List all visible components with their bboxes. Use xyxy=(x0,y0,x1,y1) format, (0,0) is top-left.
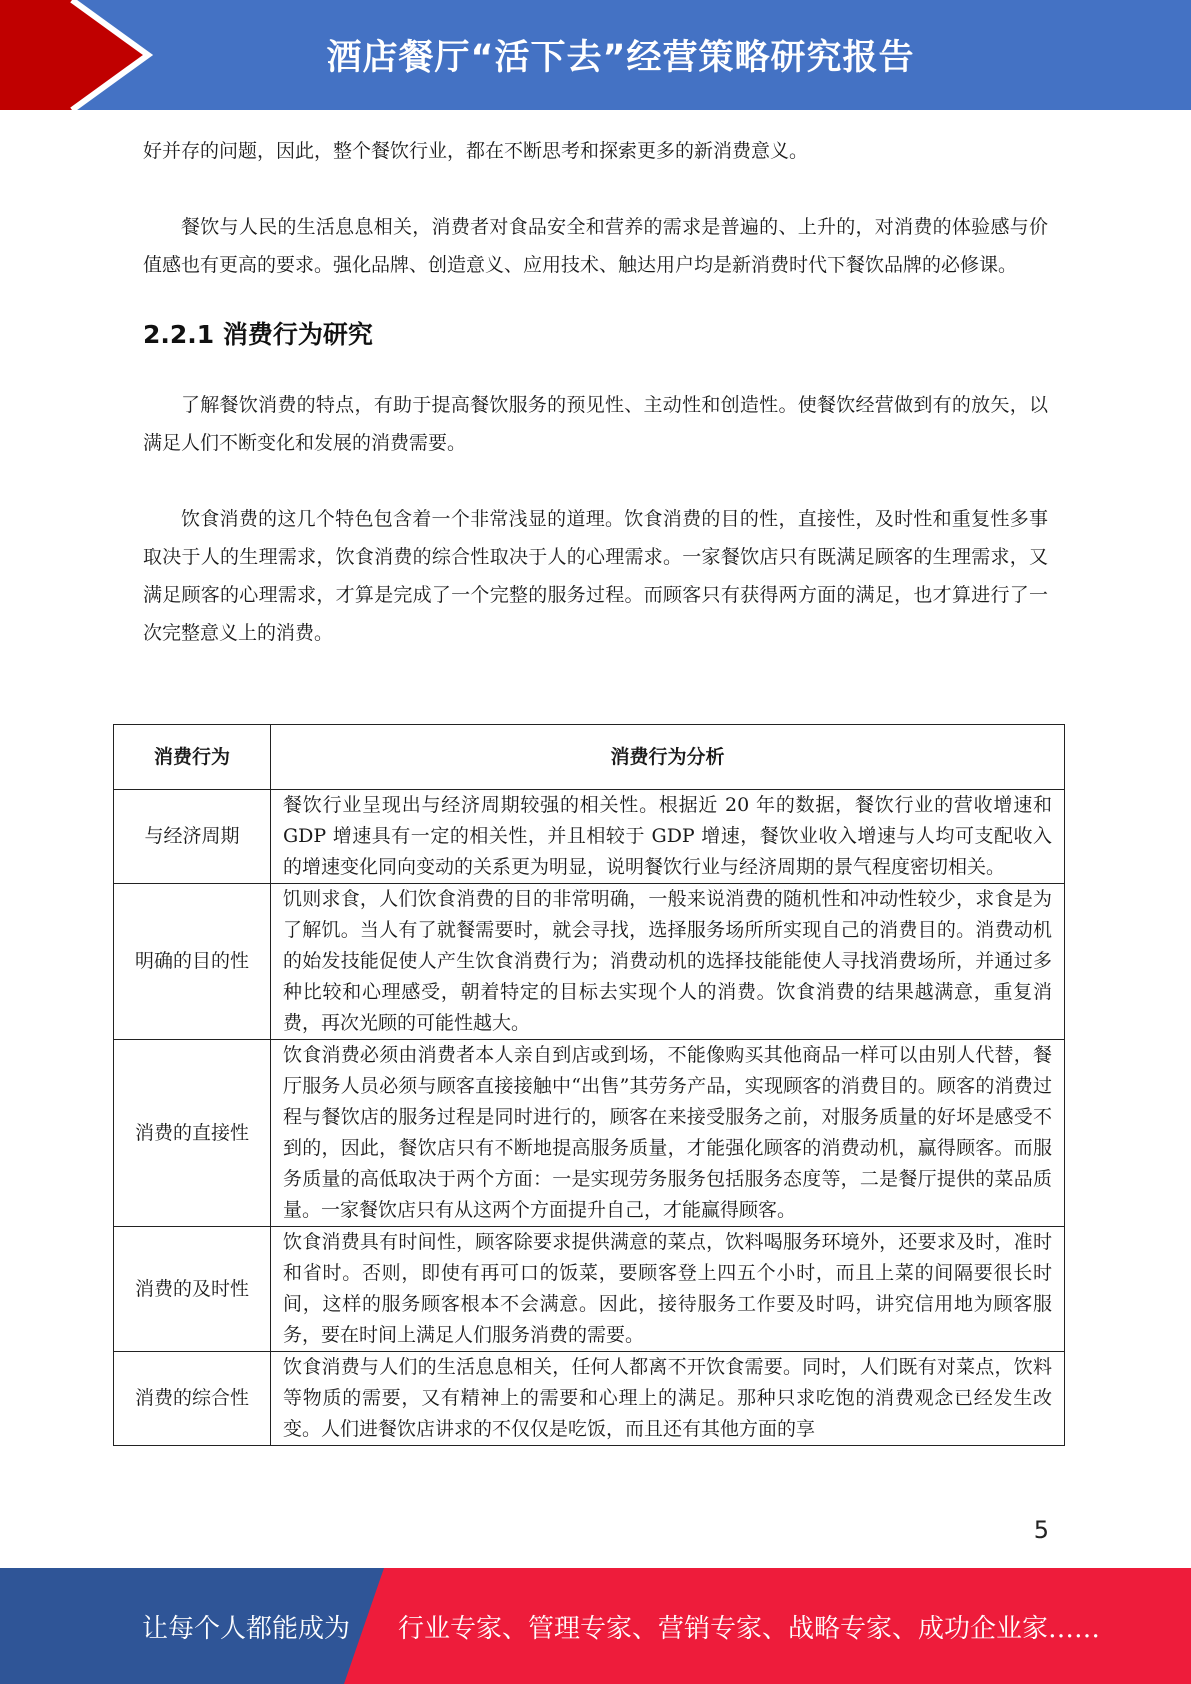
paragraph: 餐饮与人民的生活息息相关，消费者对食品安全和营养的需求是普遍的、上升的，对消费的体验感与价值感也有更高的要求。强化品牌、创造意义、应用技术、触达用户均是新消费时代下餐饮品牌的必修课。 xyxy=(143,216,1048,276)
page-content xyxy=(143,132,1048,652)
analysis-cell: 饮食消费具有时间性，顾客除要求提供满意的菜点，饮料喝服务环境外，还要求及时，准时和省时。否则，即使有再可口的饭菜，要顾客登上四五个小时，而且上菜的间隔要很长时间，这样的服务顾客根本不会满意。因此，接待服务工作要及时吗，讲究信用地为顾客服务，要在时间上满足人们服务消费的需要。 xyxy=(271,1227,1065,1352)
header-arrow-icon xyxy=(0,0,160,110)
behavior-cell: 与经济周期 xyxy=(114,790,271,884)
behavior-cell: 消费的综合性 xyxy=(114,1352,271,1446)
table-row xyxy=(114,1227,1065,1352)
behavior-cell: 消费的直接性 xyxy=(114,1040,271,1227)
table-row xyxy=(114,884,1065,1040)
page-number: 5 xyxy=(1033,1516,1049,1544)
page-header xyxy=(0,0,1191,110)
behavior-cell: 消费的及时性 xyxy=(114,1227,271,1352)
table-row xyxy=(114,790,1065,884)
table-row xyxy=(114,1040,1065,1227)
table-row xyxy=(114,1352,1065,1446)
analysis-cell: 饥则求食，人们饮食消费的目的非常明确，一般来说消费的随机性和冲动性较少，求食是为了解饥。当人有了就餐需要时，就会寻找，选择服务场所所实现自己的消费目的。消费动机的始发技能促使人产生饮食消费行为；消费动机的选择技能能使人寻找消费场所，并通过多种比较和心理感受，朝着特定的目标去实现个人的消费。饮食消费的结果越满意，重复消费，再次光顾的可能性越大。 xyxy=(271,884,1065,1040)
behavior-cell: 明确的目的性 xyxy=(114,884,271,1040)
paragraph: 饮食消费的这几个特色包含着一个非常浅显的道理。饮食消费的目的性，直接性，及时性和重复性多事取决于人的生理需求，饮食消费的综合性取决于人的心理需求。一家餐饮店只有既满足顾客的生理需求，又满足顾客的心理需求，才算是完成了一个完整的服务过程。而顾客只有获得两方面的满足，也才算进行了一次完整意义上的消费。 xyxy=(143,508,1048,644)
page-footer xyxy=(0,1568,1191,1684)
column-header-analysis: 消费行为分析 xyxy=(271,725,1065,790)
paragraph: 好并存的问题，因此，整个餐饮行业，都在不断思考和探索更多的新消费意义。 xyxy=(143,140,809,162)
column-header-behavior: 消费行为 xyxy=(114,725,271,790)
section-heading: 2.2.1 消费行为研究 xyxy=(143,320,373,349)
analysis-cell: 饮食消费与人们的生活息息相关，任何人都离不开饮食需要。同时，人们既有对菜点，饮料等物质的需要，又有精神上的需要和心理上的满足。那种只求吃饱的消费观念已经发生改变。人们进餐饮店讲求的不仅仅是吃饭，而且还有其他方面的享 xyxy=(271,1352,1065,1446)
analysis-cell: 饮食消费必须由消费者本人亲自到店或到场，不能像购买其他商品一样可以由别人代替，餐厅服务人员必须与顾客直接接触中“出售”其劳务产品，实现顾客的消费目的。顾客的消费过程与餐饮店的服务过程是同时进行的，顾客在来接受服务之前，对服务质量的好坏是感受不到的，因此，餐饮店只有不断地提高服务质量，才能强化顾客的消费动机，赢得顾客。而服务质量的高低取决于两个方面：一是实现劳务服务包括服务态度等，二是餐厅提供的菜品质量。一家餐饮店只有从这两个方面提升自己，才能赢得顾客。 xyxy=(271,1040,1065,1227)
table-header-row xyxy=(114,725,1065,790)
consumption-table-wrapper xyxy=(113,724,1064,1446)
footer-slogan-left: 让每个人都能成为 xyxy=(142,1613,351,1644)
paragraph: 了解餐饮消费的特点，有助于提高餐饮服务的预见性、主动性和创造性。使餐饮经营做到有的放矢，以满足人们不断变化和发展的消费需要。 xyxy=(143,394,1048,454)
footer-slogan-right: 行业专家、管理专家、营销专家、战略专家、成功企业家…… xyxy=(398,1613,1101,1644)
analysis-cell: 餐饮行业呈现出与经济周期较强的相关性。根据近 20 年的数据，餐饮行业的营收增速和 GDP 增速具有一定的相关性，并且相较于 GDP 增速，餐饮业收入增速与人均可支配收入的增速变化同向变动的关系更为明显，说明餐饮行业与经济周期的景气程度密切相关。 xyxy=(271,790,1065,884)
report-title: 酒店餐厅“活下去”经营策略研究报告 xyxy=(326,38,915,78)
consumption-behavior-table xyxy=(113,724,1065,1446)
